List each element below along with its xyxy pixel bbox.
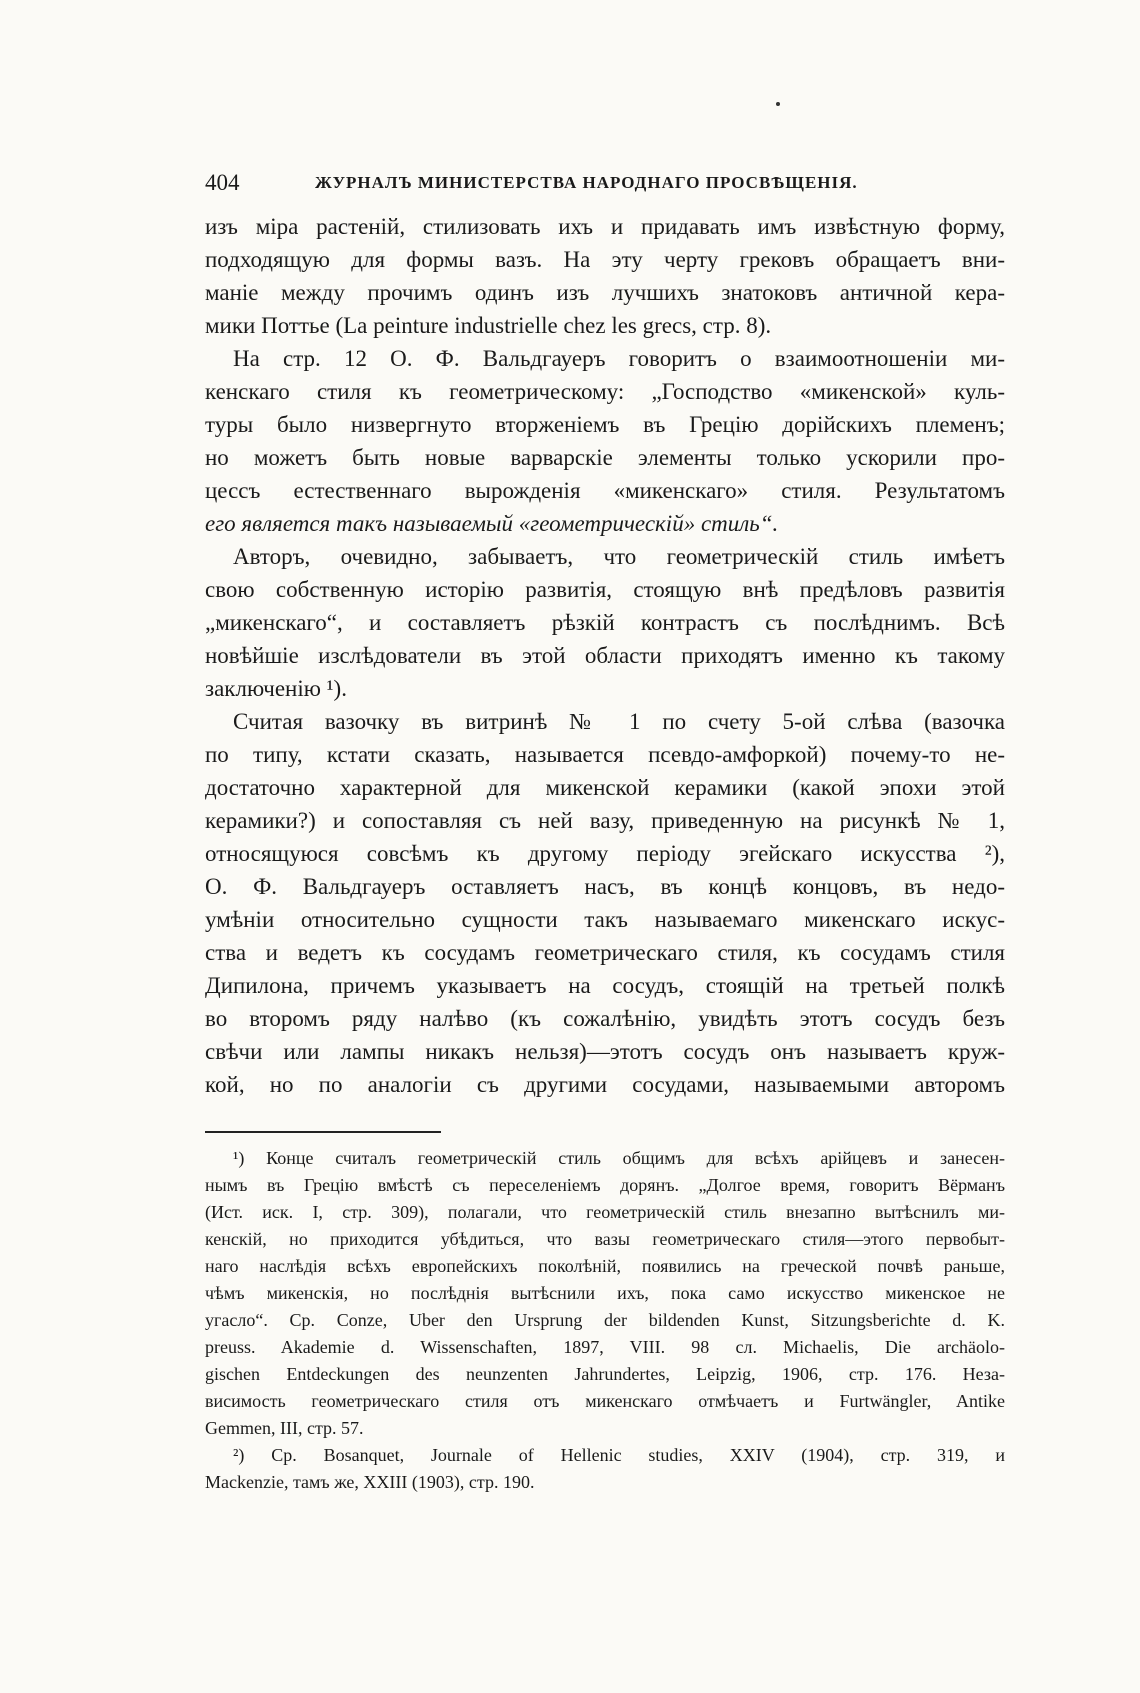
paragraph-4 — [205, 705, 1005, 1101]
text-line: достаточно характерной для микенской керамики (какой эпохи этой — [205, 775, 1005, 800]
paragraph-3 — [205, 540, 1005, 705]
footnote-line: ²) Ср. Bosanquet, Journale of Hellenic studies, XXIV (1904), стр. 319, и — [233, 1445, 1005, 1465]
text-line: Считая вазочку въ витринѣ № 1 по счету 5-ой слѣва (вазочка — [233, 709, 1005, 734]
text-line: О. Ф. Вальдгауеръ оставляетъ насъ, въ концѣ концовъ, въ недо- — [205, 874, 1005, 899]
footnote-line: наго наслѣдія всѣхъ европейскихъ поколѣній, появились на греческой почвѣ раньше, — [205, 1256, 1005, 1276]
text-line: изъ міра растеній, стилизовать ихъ и придавать имъ извѣстную форму, — [205, 214, 1005, 239]
footnote-line: Gemmen, III, стр. 57. — [205, 1418, 364, 1438]
text-line: заключенію ¹). — [205, 676, 347, 701]
text-line: мики Поттье (La peinture industrielle chez les grecs, стр. 8). — [205, 313, 772, 338]
text-line: маніе между прочимъ одинъ изъ лучшихъ знатоковъ античной кера- — [205, 280, 1005, 305]
text-line: кенскаго стиля къ геометрическому: „Господство «микенской» куль- — [205, 379, 1005, 404]
text-line: во второмъ ряду налѣво (къ сожалѣнію, увидѣть этотъ сосудъ безъ — [205, 1006, 1005, 1031]
footnote-2 — [205, 1442, 1005, 1496]
text-line: новѣйшіе изслѣдователи въ этой области приходятъ именно къ такому — [205, 643, 1005, 668]
ink-dot — [776, 102, 780, 106]
footnote-line: Mackenzie, тамъ же, XXIII (1903), стр. 190. — [205, 1472, 535, 1492]
text-line: цессъ естественнаго вырожденія «микенскаго» стиля. Результатомъ — [205, 478, 1005, 503]
footnote-line: нымъ въ Грецію вмѣстѣ съ переселеніемъ дорянъ. „Долгое время, говоритъ Вёрманъ — [205, 1175, 1005, 1195]
footnote-line: угасло“. Ср. Conze, Uber den Ursprung der bildenden Kunst, Sitzungsberichte d. K. — [205, 1310, 1005, 1330]
text-line: свою собственную исторію развитія, стоящую внѣ предѣловъ развитія — [205, 577, 1005, 602]
text-line: его является такъ называемый «геометрическій» стиль“. — [205, 511, 779, 536]
paragraph-2 — [205, 342, 1005, 540]
text-line: На стр. 12 О. Ф. Вальдгауеръ говоритъ о взаимоотношеніи ми- — [233, 346, 1005, 371]
text-line: кой, но по аналогіи съ другими сосудами, называемыми авторомъ — [205, 1072, 1005, 1097]
footnote-divider — [205, 1131, 441, 1133]
paragraph-1 — [205, 210, 1005, 342]
footnote-1 — [205, 1145, 1005, 1442]
footnote-line: чѣмъ микенскія, но послѣднія вытѣснили ихъ, пока само искусство микенское не — [205, 1283, 1005, 1303]
footnotes — [205, 1145, 1005, 1496]
text-line: но можетъ быть новые варварскіе элементы только ускорили про- — [205, 445, 1005, 470]
footnote-line: висимость геометрическаго стиля отъ микенскаго отмѣчаетъ и Furtwängler, Antike — [205, 1391, 1005, 1411]
text-line: по типу, кстати сказать, называется псевдо-амфоркой) почему-то не- — [205, 742, 1005, 767]
page-number: 404 — [205, 170, 240, 195]
main-text — [205, 210, 1005, 1101]
footnote-line: кенскій, но приходится убѣдиться, что вазы геометрическаго стиля—этого первобыт- — [205, 1229, 1005, 1249]
text-line: туры было низвергнуто вторженіемъ въ Грецію дорійскихъ племенъ; — [205, 412, 1005, 437]
text-line: свѣчи или лампы никакъ нельзя)—этотъ сосудъ онъ называетъ круж- — [205, 1039, 1005, 1064]
page — [205, 170, 1005, 1496]
footnote-line: gischen Entdeckungen des neunzenten Jahrundertes, Leipzig, 1906, стр. 176. Неза- — [205, 1364, 1005, 1384]
text-line: относящуюся совсѣмъ къ другому періоду эгейскаго искусства ²), — [205, 841, 1005, 866]
running-title: ЖУРНАЛЪ МИНИСТЕРСТВА НАРОДНАГО ПРОСВѢЩЕНІЯ. — [315, 173, 858, 192]
text-line: Авторъ, очевидно, забываетъ, что геометрическій стиль имѣетъ — [233, 544, 1005, 569]
footnote-line: preuss. Akademie d. Wissenschaften, 1897, VIII. 98 сл. Michaelis, Die archäolo- — [205, 1337, 1005, 1357]
footnote-line: (Ист. иск. I, стр. 309), полагали, что геометрическій стиль внезапно вытѣснилъ ми- — [205, 1202, 1005, 1222]
text-line: „микенскаго“, и составляетъ рѣзкій контрастъ съ послѣднимъ. Всѣ — [205, 610, 1005, 635]
text-line: Дипилона, причемъ указываетъ на сосудъ, стоящій на третьей полкѣ — [205, 973, 1005, 998]
text-line: умѣніи относительно сущности такъ называемаго микенскаго искус- — [205, 907, 1005, 932]
page-header — [205, 170, 1005, 210]
text-line: керамики?) и сопоставляя съ ней вазу, приведенную на рисункѣ № 1, — [205, 808, 1005, 833]
text-line: подходящую для формы вазъ. На эту черту грековъ обращаетъ вни- — [205, 247, 1005, 272]
footnote-line: ¹) Конце считалъ геометрическій стиль общимъ для всѣхъ арійцевъ и занесен- — [233, 1148, 1005, 1168]
text-line: ства и ведетъ къ сосудамъ геометрическаго стиля, къ сосудамъ стиля — [205, 940, 1005, 965]
